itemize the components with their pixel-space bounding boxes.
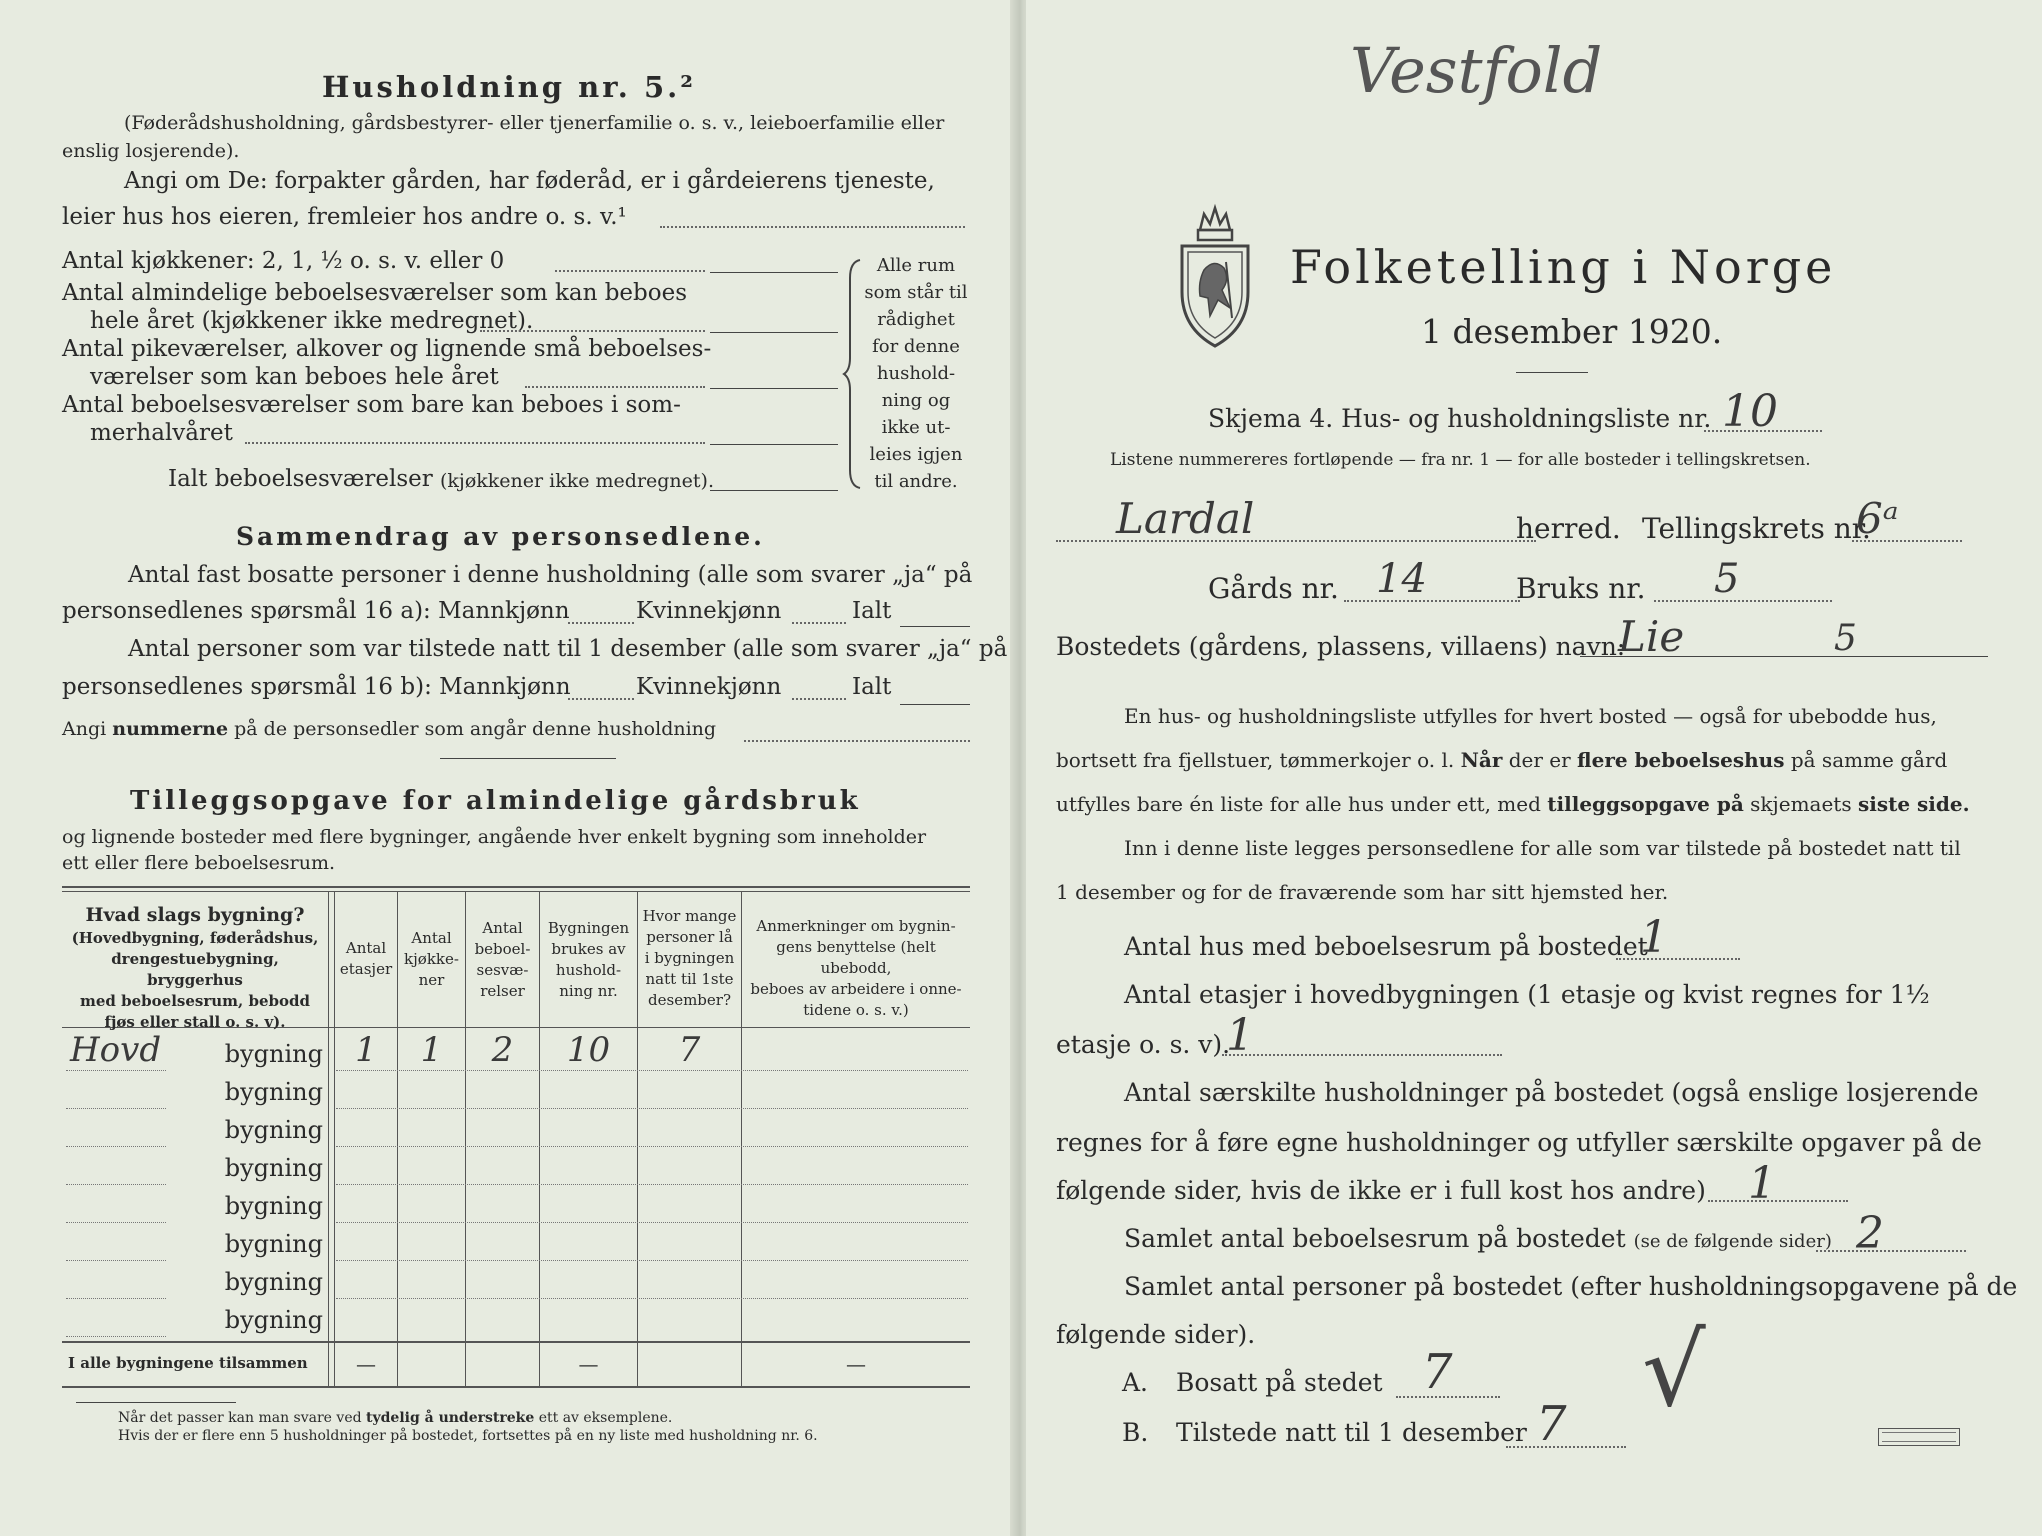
side-note-line: til andre. (874, 471, 958, 492)
header-line: i bygningen (644, 949, 735, 967)
tilst-line-2c: Ialt (852, 674, 892, 700)
row-bygning-label: bygning (224, 1078, 323, 1106)
county-handwritten[interactable]: Vestfold (1350, 34, 1603, 107)
col-building-type-title: Hvad slags bygning? (85, 904, 305, 926)
alm-label-1: Antal almindelige beboelsesværelser som kan beboes (62, 280, 688, 306)
col-building-type-sub: fjøs eller stall o. s. v). (104, 1013, 286, 1031)
para-5: 1 desember og for de fraværende som har sitt hjemsted her. (1056, 880, 1669, 904)
row1-vaerelser[interactable]: 2 (491, 1030, 514, 1070)
col-husholdning-header (541, 918, 636, 1002)
bosatt-line (1396, 1396, 1500, 1398)
para-text: skjemaets (1743, 792, 1858, 816)
gards-label: Gårds nr. (1208, 572, 1339, 605)
side-note-line: for denne (872, 336, 960, 357)
col-divider (397, 891, 398, 1386)
skjema-number[interactable]: 10 (1722, 386, 1778, 437)
fast-mann-answer[interactable] (568, 622, 634, 624)
bosted-name[interactable]: Lie (1618, 612, 1685, 661)
para-bold: flere beboelseshus (1577, 748, 1785, 772)
header-line: Bygningen (547, 919, 630, 937)
tilstede-label: Tilstede natt til 1 desember (1176, 1418, 1527, 1447)
row-type-line[interactable] (66, 1108, 166, 1109)
side-note-line: som står til (864, 282, 968, 303)
side-note-line: leies igjen (869, 444, 963, 465)
row1-husholdning[interactable]: 10 (566, 1030, 611, 1070)
sersk-line-1: Antal særskilte husholdninger på bostedet (også enslige losjerende (1124, 1078, 1979, 1107)
angi-bold-text: nummerne (112, 718, 229, 740)
row1-kjokkener[interactable]: 1 (420, 1030, 443, 1070)
col-anmerkninger-header (743, 916, 969, 1021)
left-page (0, 0, 1018, 1536)
header-line: beboel- (474, 940, 531, 958)
row-type-line[interactable] (66, 1184, 166, 1185)
alm-label-2: hele året (kjøkkener ikke medregnet). (90, 308, 534, 334)
para-bold: siste side. (1857, 792, 1970, 816)
col-kjokkener-header (399, 928, 464, 991)
sersk-line-2: regnes for å føre egne husholdninger og utfyller særskilte opgaver på de (1056, 1128, 1982, 1157)
header-line: hushold- (555, 961, 622, 979)
footnote-text: ett av eksemplene. (534, 1410, 673, 1426)
header-line: gens benyttelse (helt ubebodd, (776, 938, 936, 977)
tilst-mann-answer[interactable] (568, 698, 634, 700)
header-line: beboes av arbeidere i onne- (750, 980, 962, 998)
footnote-bold: tydelig å understreke (366, 1410, 535, 1426)
para-bold: Når (1460, 748, 1503, 772)
alm-answer-line[interactable] (710, 332, 838, 333)
tilst-line-2a: personsedlenes spørsmål 16 b): Mannkjønn (62, 674, 571, 700)
tillegg-sub-2: ett eller flere beboelsesrum. (62, 852, 336, 874)
col-divider (539, 891, 540, 1386)
etasjer-value[interactable]: 1 (1226, 1010, 1254, 1061)
total-row-label: I alle bygningene tilsammen (68, 1354, 308, 1372)
hus-label: Antal hus med beboelsesrum på bostedet (1124, 932, 1648, 961)
angi-answer-line[interactable] (660, 226, 965, 228)
row-bygning-label: bygning (224, 1040, 323, 1068)
row-cells-line (336, 1146, 968, 1147)
angi-text: Angi (62, 718, 113, 740)
angi-nummerne-line (62, 718, 716, 740)
col-divider (465, 891, 466, 1386)
header-line: kjøkke- (404, 950, 459, 968)
samlet-pers-line-2: følgende sider). (1056, 1320, 1256, 1349)
herred-line (1056, 540, 1536, 542)
fast-line-1: Antal fast bosatte personer i denne husholdning (alle som svarer „ja“ på (128, 562, 973, 588)
footnote-1 (118, 1410, 672, 1426)
bruks-line (1654, 600, 1832, 602)
sommer-label-2: merhalvåret (90, 420, 233, 446)
footnote-divider (76, 1402, 236, 1403)
table-top-line-2 (62, 891, 970, 892)
header-line: desember? (648, 991, 731, 1009)
sommer-label-1: Antal beboelsesværelser som bare kan beboes i som- (62, 392, 681, 418)
samlet-rum-note: (se de følgende sider) (1633, 1231, 1832, 1252)
col-divider (334, 891, 335, 1386)
sersk-answer-line (1708, 1200, 1848, 1202)
header-line: Hvor mange (642, 907, 737, 925)
household-title: Husholdning nr. 5.² (322, 70, 696, 104)
header-line: personer lå (646, 928, 733, 946)
gards-line (1344, 600, 1520, 602)
right-page (1026, 0, 2042, 1536)
angi-text: på de personsedler som angår denne husholdning (228, 718, 717, 740)
pike-dots (525, 386, 705, 388)
bosatt-label: Bosatt på stedet (1176, 1368, 1383, 1397)
angi-line-1: Angi om De: forpakter gården, har føderåd, er i gårdeierens tjeneste, (124, 168, 935, 194)
row1-etasjer[interactable]: 1 (355, 1030, 377, 1070)
table-bottom-line (62, 1386, 970, 1388)
krets-number[interactable]: 6ᵃ (1856, 494, 1899, 543)
header-line: sesvæ- (476, 961, 529, 979)
col-etasjer-header (336, 938, 396, 980)
bruks-label: Bruks nr. (1516, 572, 1646, 605)
para-3 (1056, 792, 1970, 816)
header-line: Antal (482, 919, 523, 937)
alm-dots (480, 330, 705, 332)
tilst-line-2b: Kvinnekjønn (636, 674, 782, 700)
hus-line (1616, 958, 1740, 960)
total-etasjer-dash: — (356, 1352, 376, 1376)
fast-kvinne-answer[interactable] (792, 622, 846, 624)
col-vaerelser-header (467, 918, 538, 1002)
fast-ialt-answer[interactable] (900, 626, 970, 627)
header-line: tidene o. s. v.) (803, 1001, 909, 1019)
bosted-line (1580, 656, 1988, 657)
header-line: Antal (345, 939, 387, 957)
row-bygning-label: bygning (224, 1154, 323, 1182)
fast-line-2a: personsedlenes spørsmål 16 a): Mannkjønn (62, 598, 570, 624)
kitchens-dots (555, 270, 705, 272)
total-anmerkninger-dash: — (846, 1352, 866, 1376)
krets-line (1852, 540, 1962, 542)
rooms-side-note (862, 252, 970, 495)
section-divider (440, 758, 616, 759)
para-text: utfylles bare én liste for alle hus under ett, med (1056, 792, 1548, 816)
row-cells-line (336, 1108, 968, 1109)
col-divider (637, 891, 638, 1386)
col-building-type-sub: drengestuebygning, bryggerhus (111, 950, 279, 989)
para-1: En hus- og husholdningsliste utfylles for hvert bosted — også for ubebodde hus, (1124, 704, 1937, 728)
side-note-line: rådighet (877, 309, 955, 330)
header-line: natt til 1ste (645, 970, 734, 988)
header-line: brukes av (551, 940, 626, 958)
title-divider (1516, 372, 1588, 373)
row-cells-line (336, 1184, 968, 1185)
row-bygning-label: bygning (224, 1116, 323, 1144)
coat-of-arms-icon (1174, 200, 1256, 350)
tillegg-title: Tilleggsopgave for almindelige gårdsbruk (130, 786, 861, 816)
row-bygning-label: bygning (224, 1306, 323, 1334)
header-line: ner (418, 971, 445, 989)
pike-label-1: Antal pikeværelser, alkover og lignende små beboelses- (62, 336, 712, 362)
row-type-line[interactable] (66, 1298, 166, 1299)
row-cells-line (336, 1298, 968, 1299)
footnote-2: Hvis der er flere enn 5 husholdninger på bostedet, fortsettes på en ny liste med husholdning nr. 6. (118, 1428, 818, 1444)
tilstede-line (1506, 1446, 1626, 1448)
printer-stamp-icon (1878, 1428, 1960, 1446)
ialt-label: Ialt beboelsesværelser (168, 466, 433, 492)
row-type-line[interactable] (66, 1222, 166, 1223)
skjema-number-line (1704, 430, 1822, 432)
krets-label: Tellingskrets nr. (1642, 512, 1871, 545)
angi-line-2: leier hus hos eieren, fremleier hos andre o. s. v.¹ (62, 204, 627, 230)
header-line: Anmerkninger om bygnin- (756, 917, 956, 935)
row-bygning-label: bygning (224, 1230, 323, 1258)
col-building-type-sub: med beboelsesrum, bebodd (80, 992, 310, 1010)
samlet-rum-text: Samlet antal beboelsesrum på bostedet (1124, 1224, 1626, 1253)
gards-number[interactable]: 14 (1376, 556, 1427, 602)
samlet-pers-line-1: Samlet antal personer på bostedet (efter husholdningsopgavene på de (1124, 1272, 2018, 1301)
bruks-number[interactable]: 5 (1714, 556, 1740, 602)
tilst-ialt-answer[interactable] (900, 704, 970, 705)
herred-label: herred. (1516, 512, 1621, 545)
bosatt-letter: A. (1122, 1368, 1149, 1397)
footnote-text: Når det passer kan man svare ved (118, 1410, 367, 1426)
tilst-kvinne-answer[interactable] (792, 698, 846, 700)
row-cells-line (336, 1070, 968, 1071)
col-divider (328, 891, 329, 1386)
row1-personer[interactable]: 7 (678, 1030, 701, 1070)
para-text: bortsett fra fjellstuer, tømmerkojer o. l. (1056, 748, 1461, 772)
kitchens-answer-line[interactable] (710, 272, 838, 273)
household-intro-1: (Føderådshusholdning, gårdsbestyrer- eller tjenerfamilie o. s. v., leieboerfamilie eller (124, 112, 945, 134)
angi-nummerne-answer[interactable] (744, 740, 970, 742)
pike-answer-line[interactable] (710, 388, 838, 389)
para-bold: tilleggsopgave på (1547, 792, 1744, 816)
side-note-line: ikke ut- (881, 417, 951, 438)
fast-line-2b: Kvinnekjønn (636, 598, 782, 624)
row-cells-line (336, 1260, 968, 1261)
census-title: Folketelling i Norge (1290, 240, 1837, 294)
para-2 (1056, 748, 1947, 772)
side-note-line: ning og (881, 390, 951, 411)
col-divider (741, 891, 742, 1386)
table-top-line (62, 886, 970, 888)
side-note-line: hushold- (876, 363, 956, 384)
skjema-label: Skjema 4. Hus- og husholdningsliste nr. (1208, 404, 1712, 433)
pike-label-2: værelser som kan beboes hele året (90, 364, 499, 390)
ialt-answer-line[interactable] (710, 490, 838, 491)
total-husholdning-dash: — (578, 1352, 599, 1376)
fast-line-2c: Ialt (852, 598, 892, 624)
table-total-top-line (62, 1341, 970, 1343)
listene-note: Listene nummereres fortløpende — fra nr. 1 — for alle bosteder i tellingskretsen. (1110, 450, 1811, 470)
ialt-note: (kjøkkener ikke medregnet). (440, 470, 714, 492)
tillegg-sub-1: og lignende bosteder med flere bygninger, angående hver enkelt bygning som inneholder (62, 826, 927, 848)
etasjer-answer-line (1222, 1054, 1502, 1056)
samlet-rum-line (1816, 1250, 1966, 1252)
samlet-rum-label (1124, 1224, 1832, 1253)
row-type-line[interactable] (66, 1070, 166, 1071)
tilst-line-1: Antal personer som var tilstede natt til 1 desember (alle som svarer „ja“ på (128, 636, 1008, 662)
para-4: Inn i denne liste legges personsedlene for alle som var tilstede på bostedet natt til (1124, 836, 1961, 860)
tilstede-letter: B. (1122, 1418, 1149, 1447)
para-text: der er (1502, 748, 1578, 772)
header-line: ning nr. (559, 982, 618, 1000)
sersk-value[interactable]: 1 (1748, 1158, 1776, 1209)
etasjer-line-1: Antal etasjer i hovedbygningen (1 etasje og kvist regnes for 1½ (1124, 980, 1930, 1009)
sersk-line-3: følgende sider, hvis de ikke er i full kost hos andre) (1056, 1176, 1706, 1205)
row1-building-type[interactable]: Hovd (70, 1030, 162, 1070)
col-personer-header (639, 906, 740, 1011)
household-intro-2: enslig losjerende). (62, 140, 240, 162)
header-line: Antal (411, 929, 452, 947)
samlet-rum-value[interactable]: 2 (1856, 1208, 1884, 1259)
row-type-line[interactable] (66, 1146, 166, 1147)
check-mark-icon: √ (1642, 1312, 1706, 1429)
sommer-answer-line[interactable] (710, 444, 838, 445)
col-building-type-sub: (Hovedbygning, føderådshus, (71, 929, 319, 947)
row-bygning-label: bygning (224, 1192, 323, 1220)
row-bygning-label: bygning (224, 1268, 323, 1296)
side-note-line: Alle rum (876, 255, 956, 276)
sammendrag-title: Sammendrag av personsedlene. (236, 522, 765, 551)
header-line: etasjer (339, 960, 393, 978)
row-cells-line (336, 1222, 968, 1223)
row-type-line[interactable] (66, 1336, 166, 1337)
para-text: på samme gård (1784, 748, 1948, 772)
bosted-label: Bostedets (gårdens, plassens, villaens) navn: (1056, 632, 1626, 661)
col-building-type-header (66, 902, 324, 1033)
etasjer-line-2: etasje o. s. v). (1056, 1030, 1231, 1059)
bosatt-value[interactable]: 7 (1422, 1344, 1453, 1400)
bosted-number[interactable]: 5 (1834, 618, 1857, 659)
kitchens-label: Antal kjøkkener: 2, 1, ½ o. s. v. eller 0 (62, 248, 505, 274)
row-type-line[interactable] (66, 1260, 166, 1261)
herred-handwritten[interactable]: Lardal (1116, 494, 1255, 543)
census-date: 1 desember 1920. (1421, 312, 1723, 351)
header-line: relser (480, 982, 525, 1000)
hus-value[interactable]: 1 (1640, 912, 1668, 963)
tilstede-value[interactable]: 7 (1536, 1396, 1567, 1452)
sommer-dots (245, 442, 705, 444)
